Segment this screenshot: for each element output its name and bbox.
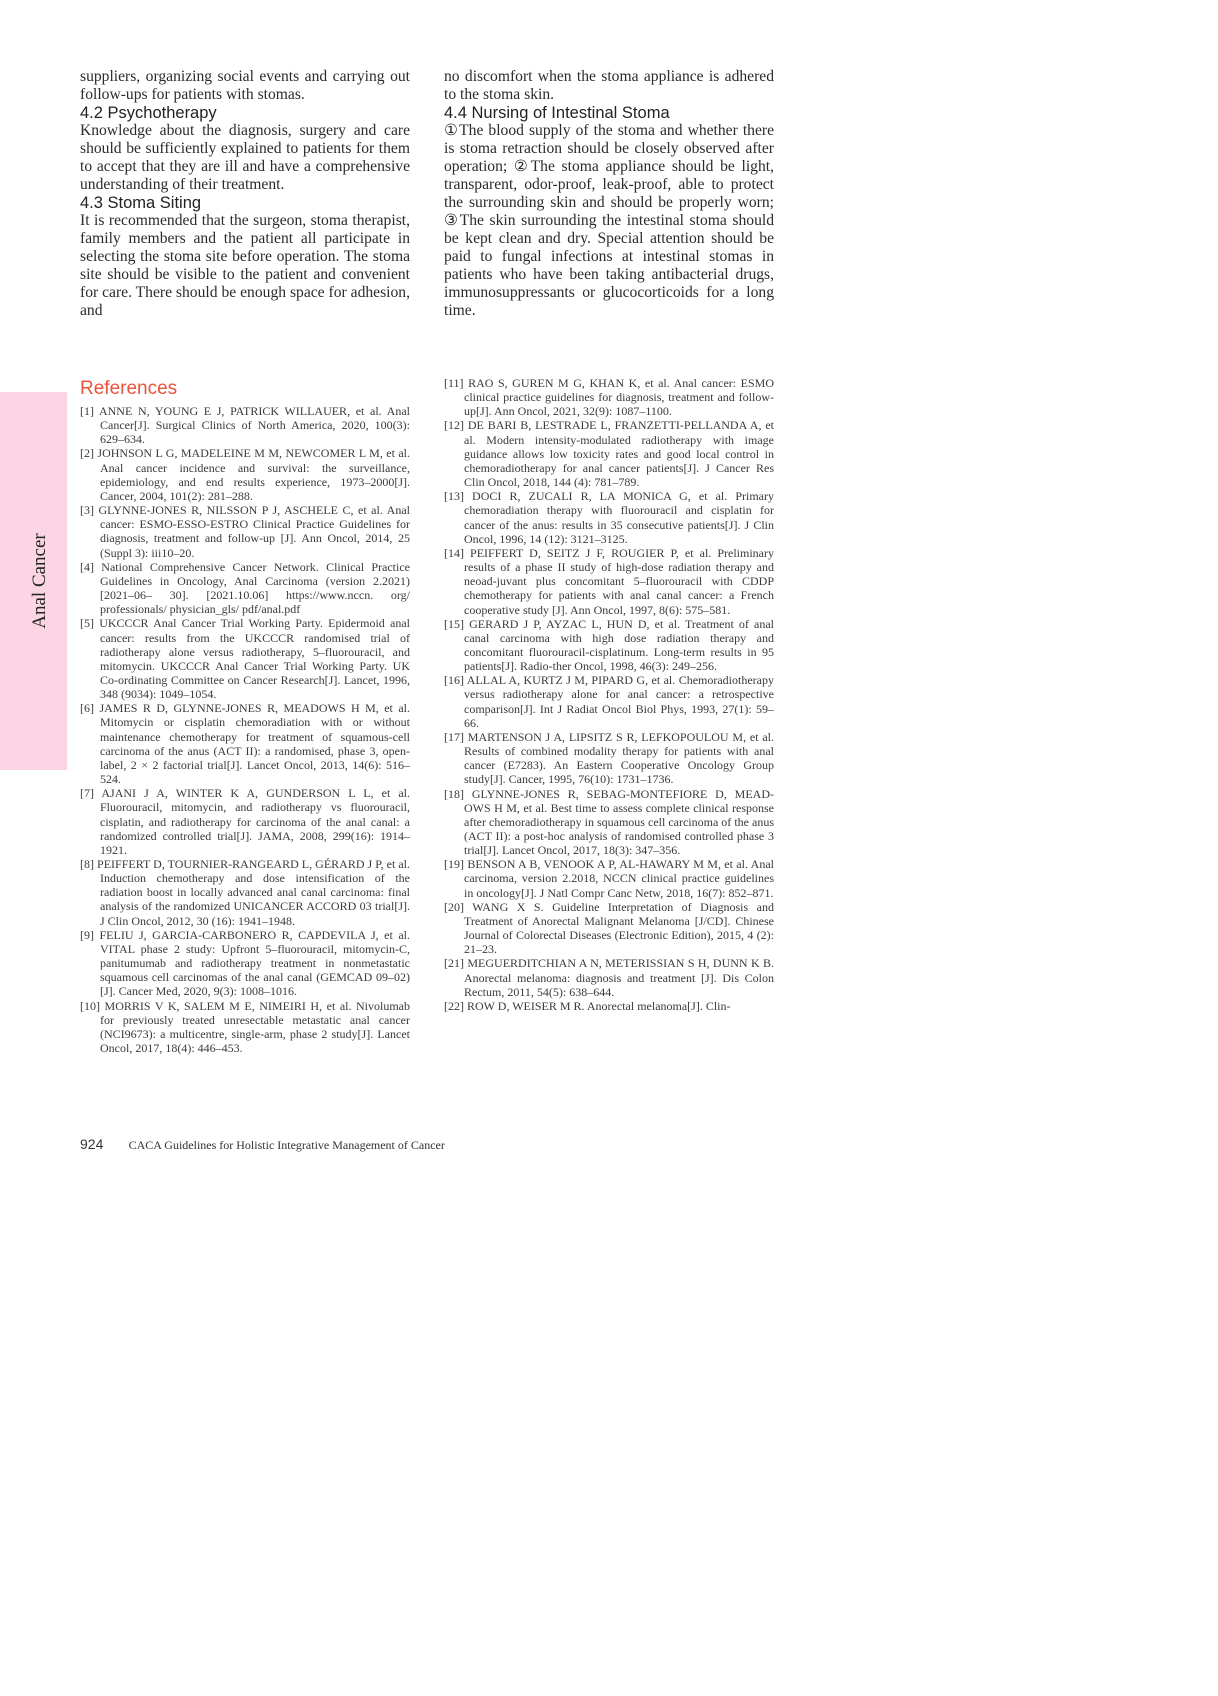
journal-title: CACA Guidelines for Holistic Integrative Management of Cancer — [128, 1138, 445, 1152]
section-side-label: Anal Cancer — [29, 533, 50, 629]
reference-item: [20] WANG X S. Guideline Interpretation of Diagnosis and Treatment of Anorectal Malignant Melanoma [J/CD]. Chinese Journal of Colorectal Diseases (Electronic Edition), 2015, 4 (2): 21–23. — [444, 899, 774, 957]
body-paragraph: no discomfort when the stoma appliance is adhered to the stoma skin. — [444, 68, 774, 103]
reference-item: [11] RAO S, GUREN M G, KHAN K, et al. Anal cancer: ESMO clinical practice guidelines for diagnosis, treatment and follow-up[J]. Ann Oncol, 2021, 32(9): 1087–1100. — [444, 376, 774, 419]
reference-item: [4] National Comprehensive Cancer Network. Clinical Practice Guidelines in Oncology, Anal Carcinoma (version 2.2021)[2021–06– 30]. [2021.10.06] https://www.nccn. org/ professionals/ physician_gls/ pdf/anal.pdf — [80, 559, 410, 617]
body-paragraph: ①The blood supply of the stoma and whether there is stoma retraction should be closely observed after operation; ②The stoma appliance should be light, transparent, odor-proof, leak-proof, able to protect the surrounding skin and should be properly worn; ③The skin surrounding the intestinal stoma should be kept clean and dry. Special attention should be paid to fungal infections at intestinal stomas in patients who have been taking antibacterial drugs, immunosuppressants or glucocorticoids for a long time. — [444, 122, 774, 319]
page-footer — [80, 1136, 445, 1153]
reference-item: [6] JAMES R D, GLYNNE-JONES R, MEADOWS H M, et al. Mitomycin or cisplatin chemoradiation with or without maintenance chemotherapy for treatment of squamous-cell carcinoma of the anus (ACT II): a randomised, phase 3, open-label, 2 × 2 factorial trial[J]. Lancet Oncol, 2013, 14(6): 516–524. — [80, 701, 410, 787]
reference-item: [14] PEIFFERT D, SEITZ J F, ROUGIER P, et al. Preliminary results of a phase II study of high-dose radiation therapy and neoad-juvant plus concomitant 5–fluorouracil with CDDP chemotherapy for patients with anal canal cancer: a French cooperative study [J]. Ann Oncol, 1997, 8(6): 575–581. — [444, 545, 774, 617]
reference-item: [5] UKCCCR Anal Cancer Trial Working Party. Epidermoid anal cancer: results from the UKCCCR randomised trial of radiotherapy alone versus radiotherapy, 5–fluorouracil, and mitomycin. UKCCCR Anal Cancer Trial Working Party. UK Co-ordinating Committee on Cancer Research[J]. Lancet, 1996, 348 (9034): 1049–1054. — [80, 616, 410, 702]
reference-item: [3] GLYNNE-JONES R, NILSSON P J, ASCHELE C, et al. Anal cancer: ESMO-ESSO-ESTRO Clinical Practice Guidelines for diagnosis, treatment and follow-up [J]. Ann Oncol, 2014, 25 (Suppl 3): iii10–20. — [80, 503, 410, 560]
body-paragraph: Knowledge about the diagnosis, surgery and care should be sufficiently explained to patients for them to accept that they are ill and have a comprehensive understanding of their treatment. — [80, 122, 410, 193]
reference-item: [10] MORRIS V K, SALEM M E, NIMEIRI H, et al. Nivolumab for previously treated unresectable metastatic anal cancer (NCI9673): a multicentre, single-arm, phase 2 study[J]. Lancet Oncol, 2017, 18(4): 446–453. — [80, 998, 410, 1056]
reference-item: [17] MARTENSON J A, LIPSITZ S R, LEFKOPOULOU M, et al. Results of combined modality therapy for patients with anal cancer (E7283). An Eastern Cooperative Oncology Group study[J]. Cancer, 1995, 76(10): 1731–1736. — [444, 729, 774, 787]
reference-item: [2] JOHNSON L G, MADELEINE M M, NEWCOMER L M, et al. Anal cancer incidence and survival: the surveillance, epidemiology, and end results experience, 1973–2000[J]. Cancer, 2004, 101(2): 281–288. — [80, 446, 410, 503]
reference-item: [12] DE BARI B, LESTRADE L, FRANZETTI-PELLANDA A, et al. Modern intensity-modulated radiotherapy with image guidance allows low toxicity rates and good local control in chemoradiotherapy for anal cancer patients[J]. J Cancer Res Clin Oncol, 2018, 144 (4): 781–789. — [444, 418, 774, 490]
section-heading: 4.4 Nursing of Intestinal Stoma — [444, 104, 670, 122]
reference-item: [7] AJANI J A, WINTER K A, GUNDERSON L L, et al. Fluorouracil, mitomycin, and radiotherapy vs fluorouracil, cisplatin, and radiotherapy for carcinoma of the anal canal: a randomized controlled trial[J]. JAMA, 2008, 299(16): 1914–1921. — [80, 786, 410, 857]
references-heading: References — [80, 378, 178, 399]
reference-item: [19] BENSON A B, VENOOK A P, AL-HAWARY M M, et al. Anal carcinoma, version 2.2018, NCCN clinical practice guidelines in oncology[J]. J Natl Compr Canc Netw, 2018, 16(7): 852–871. — [444, 857, 774, 900]
reference-item: [1] ANNE N, YOUNG E J, PATRICK WILLAUER, et al. Anal Cancer[J]. Surgical Clinics of North America, 2020, 100(3): 629–634. — [80, 404, 410, 447]
references-right-column — [444, 376, 774, 1013]
references-left-column — [80, 378, 410, 1055]
reference-list-left — [80, 404, 410, 1055]
reference-item: [21] MEGUERDITCHIAN A N, METERISSIAN S H, DUNN K B. Anorectal melanoma: diagnosis and treatment [J]. Dis Colon Rectum, 2011, 54(5): 638–644. — [444, 956, 774, 999]
reference-item: [9] FELIU J, GARCIA-CARBONERO R, CAPDEVILA J, et al. VITAL phase 2 study: Upfront 5–fluorouracil, mitomycin-C, panitumumab and radiotherapy treatment in nonmetastatic squamous cell carcinomas of the anal canal (GEMCAD 09–02) [J]. Cancer Med, 2020, 9(3): 1008–1016. — [80, 927, 410, 999]
reference-item: [22] ROW D, WEISER M R. Anorectal melanoma[J]. Clin- — [444, 998, 731, 1013]
section-heading: 4.2 Psychotherapy — [80, 104, 217, 122]
reference-item: [16] ALLAL A, KURTZ J M, PIPARD G, et al. Chemoradiotherapy versus radiotherapy alone for anal cancer: a retrospective comparison[J]. Int J Radiat Oncol Biol Phys, 1993, 27(1): 59–66. — [444, 673, 774, 730]
reference-item: [13] DOCI R, ZUCALI R, LA MONICA G, et al. Primary chemoradiation therapy with fluorouracil and cisplatin for cancer of the anus: results in 35 consecutive patients[J]. J Clin Oncol, 1996, 14 (12): 3121–3125. — [444, 489, 774, 546]
left-column-body — [80, 68, 410, 320]
reference-list-right — [444, 376, 774, 1013]
right-column-body — [444, 68, 774, 320]
section-heading: 4.3 Stoma Siting — [80, 194, 202, 212]
reference-item: [18] GLYNNE-JONES R, SEBAG-MONTEFIORE D, MEAD-OWS H M, et al. Best time to assess complete clinical response after chemoradiotherapy in squamous cell carcinoma of the anus (ACT II): a post-hoc analysis of randomised controlled phase 3 trial[J]. Lancet Oncol, 2017, 18(3): 347–356. — [444, 786, 774, 858]
body-paragraph: It is recommended that the surgeon, stoma therapist, family members and the patient all participate in selecting the stoma site before operation. The stoma site should be visible to the patient and convenient for care. There should be enough space for adhesion, and — [80, 212, 410, 319]
reference-item: [15] GERARD J P, AYZAC L, HUN D, et al. Treatment of anal canal carcinoma with high dose radiation therapy and concomitant fluorouracil-cisplatinum. Long-term results in 95 patients[J]. Radio-ther Oncol, 1998, 46(3): 249–256. — [444, 616, 774, 674]
body-paragraph: suppliers, organizing social events and carrying out follow-ups for patients with stomas. — [80, 68, 410, 103]
reference-item: [8] PEIFFERT D, TOURNIER-RANGEARD L, GÉRARD J P, et al. Induction chemotherapy and dose intensification of the radiation boost in locally advanced anal canal carcinoma: final analysis of the randomized UNICANCER ACCORD 03 trial[J]. J Clin Oncol, 2012, 30 (16): 1941–1948. — [80, 857, 410, 928]
page-number: 924 — [80, 1136, 104, 1152]
